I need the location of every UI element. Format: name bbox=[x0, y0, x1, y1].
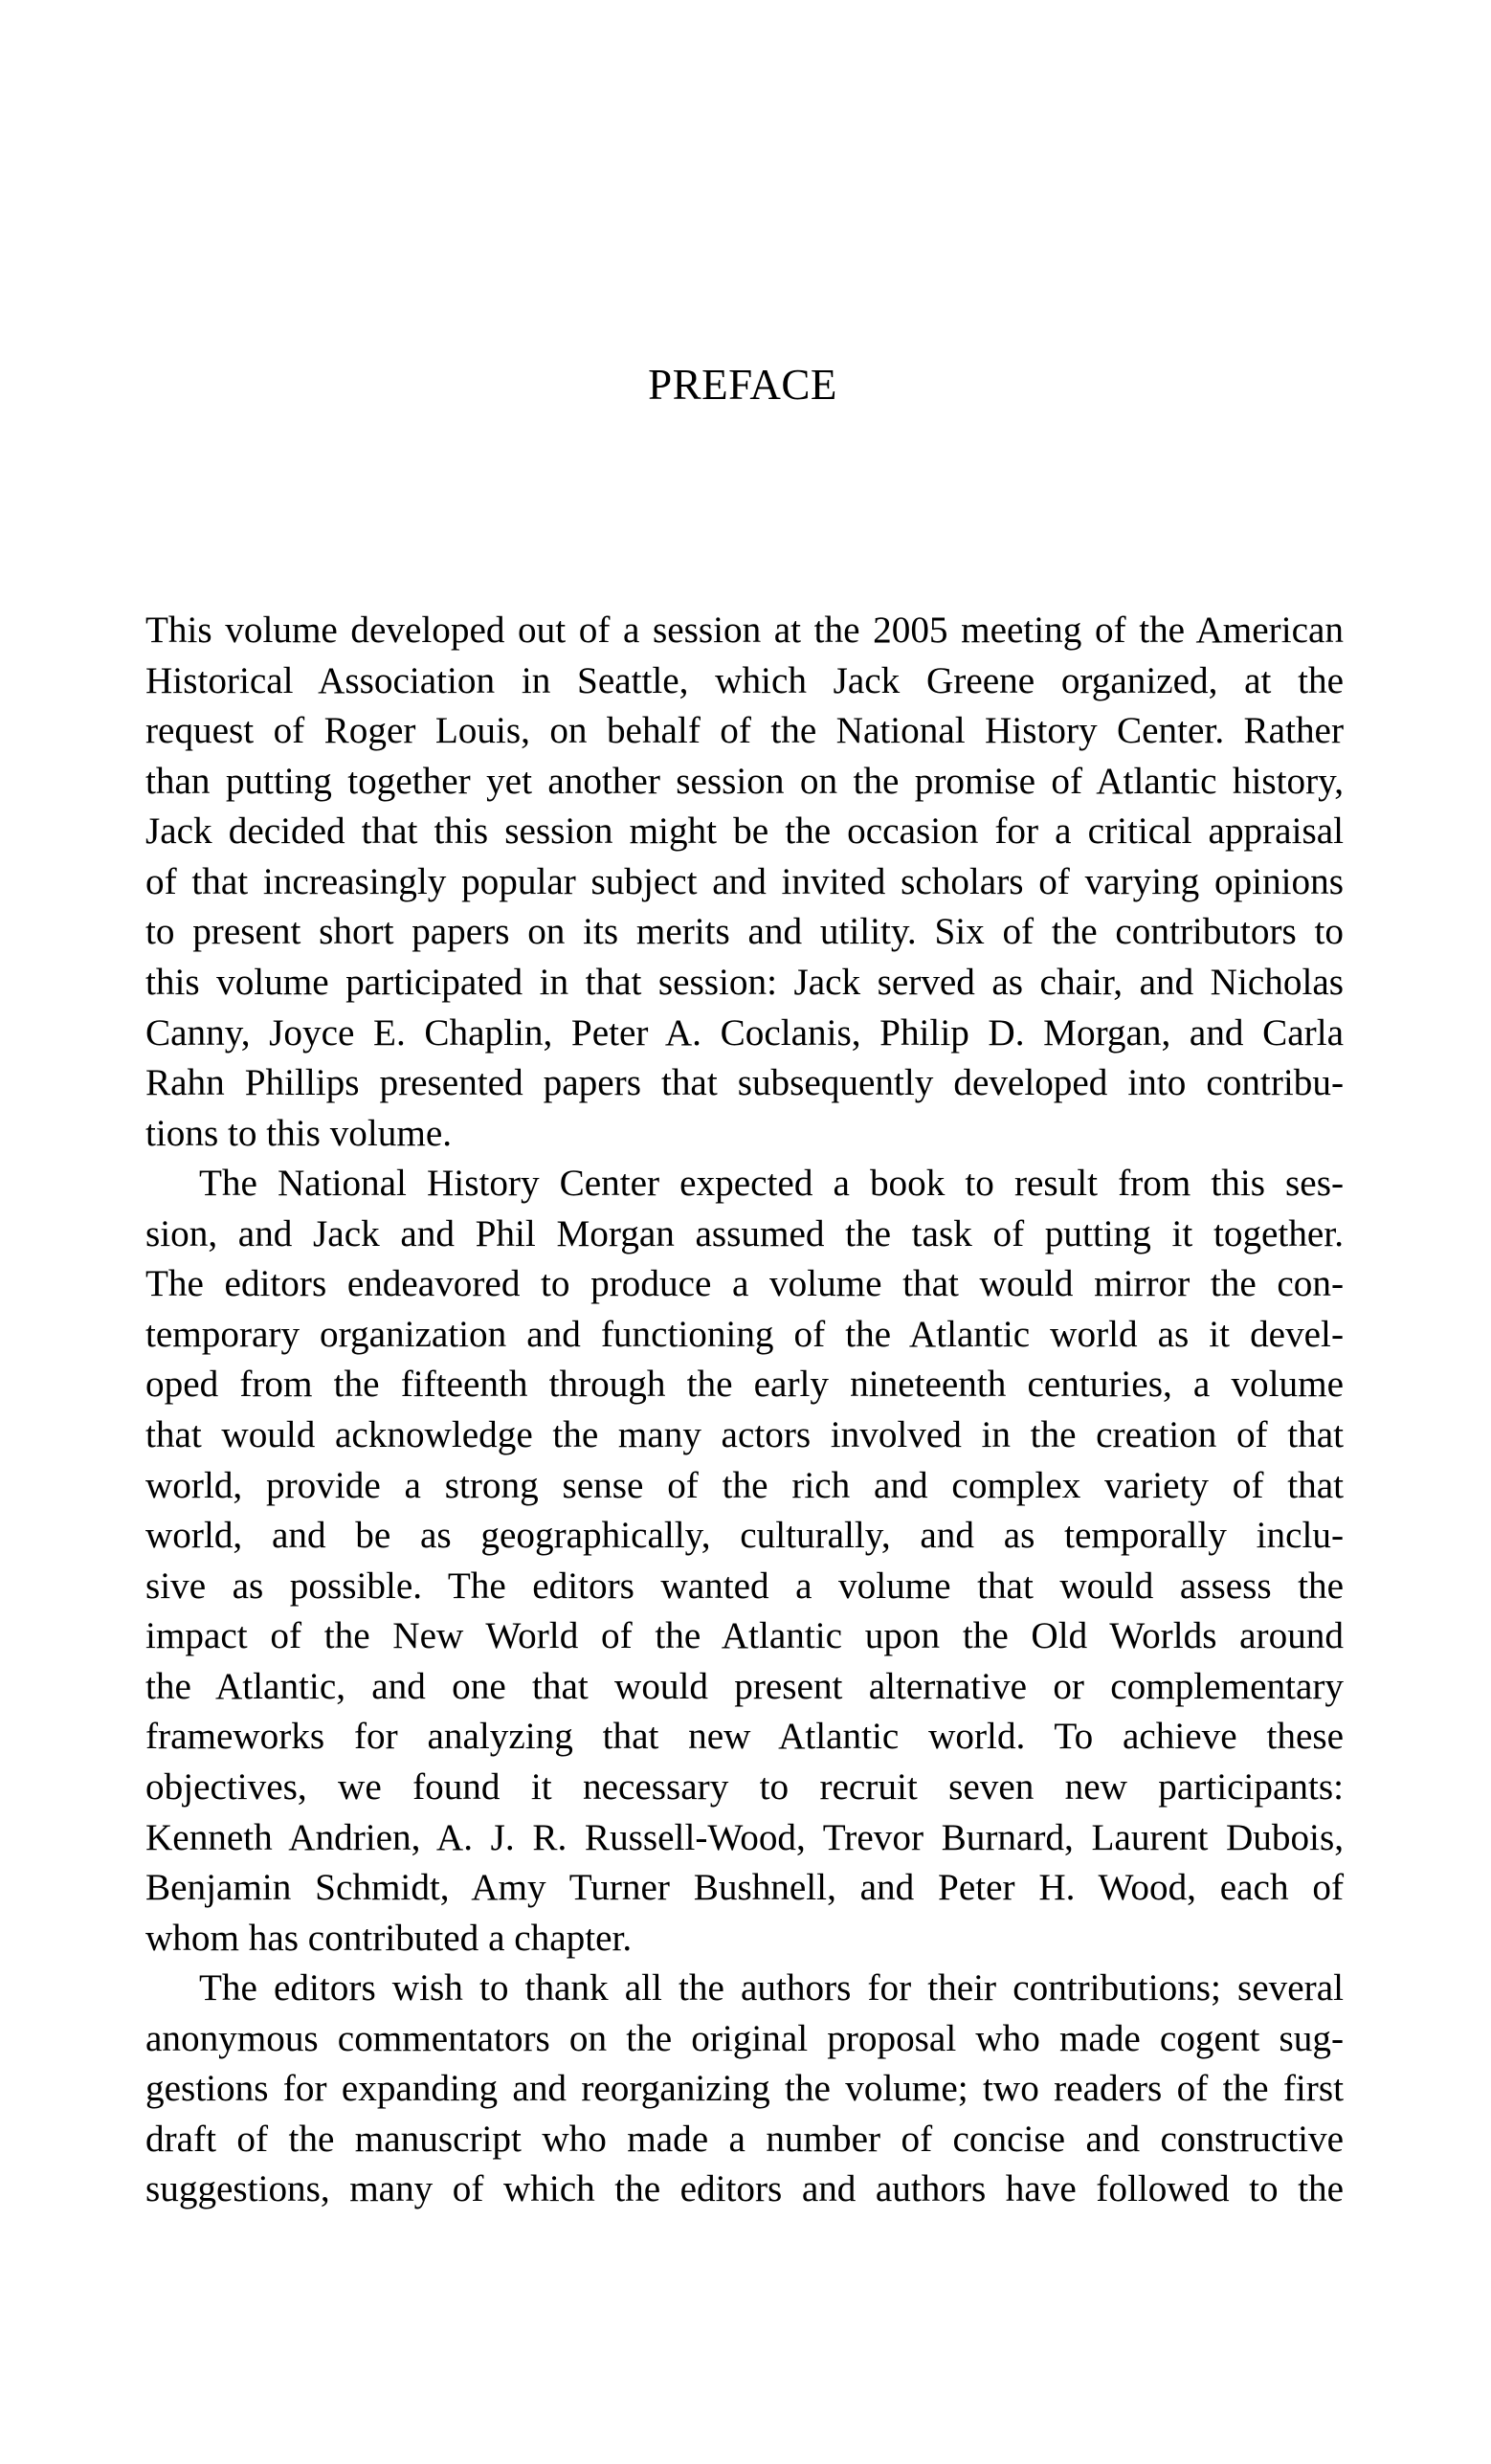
text-line: Historical Association in Seattle, which Jack Greene organized, at the bbox=[145, 659, 1344, 701]
preface-body bbox=[145, 606, 1344, 2215]
text-line: this volume participated in that session: Jack served as chair, and Nicholas bbox=[145, 961, 1344, 1003]
text-line: whom has contributed a chapter. bbox=[145, 1917, 633, 1959]
text-line: request of Roger Louis, on behalf of the National History Center. Rather bbox=[145, 710, 1344, 752]
text-line: that would acknowledge the many actors involved in the creation of that bbox=[145, 1414, 1344, 1455]
text-line: tions to this volume. bbox=[145, 1112, 453, 1154]
text-line: The editors endeavored to produce a volume that would mirror the con- bbox=[145, 1263, 1344, 1305]
text-line: to present short papers on its merits and utility. Six of the contributors to bbox=[145, 911, 1344, 953]
paragraph-3 bbox=[145, 1964, 1344, 2215]
text-line: Benjamin Schmidt, Amy Turner Bushnell, and Peter H. Wood, each of bbox=[145, 1867, 1344, 1909]
text-line: Canny, Joyce E. Chaplin, Peter A. Coclanis, Philip D. Morgan, and Carla bbox=[145, 1011, 1344, 1054]
text-line: temporary organization and functioning of the Atlantic world as it devel- bbox=[145, 1313, 1344, 1355]
text-line: the Atlantic, and one that would present alternative or complementary bbox=[145, 1665, 1344, 1707]
text-line: world, provide a strong sense of the rich and complex variety of that bbox=[145, 1464, 1344, 1506]
text-line: impact of the New World of the Atlantic upon the Old Worlds around bbox=[145, 1615, 1344, 1657]
paragraph-1 bbox=[145, 606, 1344, 1159]
page-title: PREFACE bbox=[648, 361, 837, 409]
text-line: sion, and Jack and Phil Morgan assumed the task of putting it together. bbox=[145, 1212, 1344, 1254]
text-line: of that increasingly popular subject and invited scholars of varying opinions bbox=[145, 860, 1344, 902]
text-line: anonymous commentators on the original proposal who made cogent sug- bbox=[145, 2017, 1344, 2059]
text-line: suggestions, many of which the editors and authors have followed to the bbox=[145, 2168, 1344, 2210]
text-line: world, and be as geographically, culturally, and as temporally inclu- bbox=[145, 1515, 1344, 1557]
text-line: Jack decided that this session might be the occasion for a critical appraisal bbox=[145, 810, 1344, 853]
text-line: Kenneth Andrien, A. J. R. Russell-Wood, Trevor Burnard, Laurent Dubois, bbox=[145, 1816, 1344, 1858]
text-line: This volume developed out of a session at the 2005 meeting of the American bbox=[145, 610, 1344, 651]
text-line: oped from the fifteenth through the early nineteenth centuries, a volume bbox=[145, 1364, 1344, 1406]
text-line: objectives, we found it necessary to recruit seven new participants: bbox=[145, 1765, 1344, 1808]
text-line: The editors wish to thank all the authors for their contributions; several bbox=[199, 1967, 1344, 2009]
paragraph-2 bbox=[145, 1159, 1344, 1964]
text-line: than putting together yet another session on the promise of Atlantic history, bbox=[145, 760, 1344, 802]
text-line: gestions for expanding and reorganizing the volume; two readers of the first bbox=[145, 2068, 1344, 2110]
text-line: frameworks for analyzing that new Atlantic world. To achieve these bbox=[145, 1716, 1344, 1758]
text-line: draft of the manuscript who made a number of concise and constructive bbox=[145, 2118, 1344, 2160]
text-line: Rahn Phillips presented papers that subsequently developed into contribu- bbox=[145, 1062, 1344, 1104]
text-line: sive as possible. The editors wanted a volume that would assess the bbox=[145, 1565, 1344, 1607]
text-line: The National History Center expected a book to result from this ses- bbox=[199, 1163, 1344, 1205]
